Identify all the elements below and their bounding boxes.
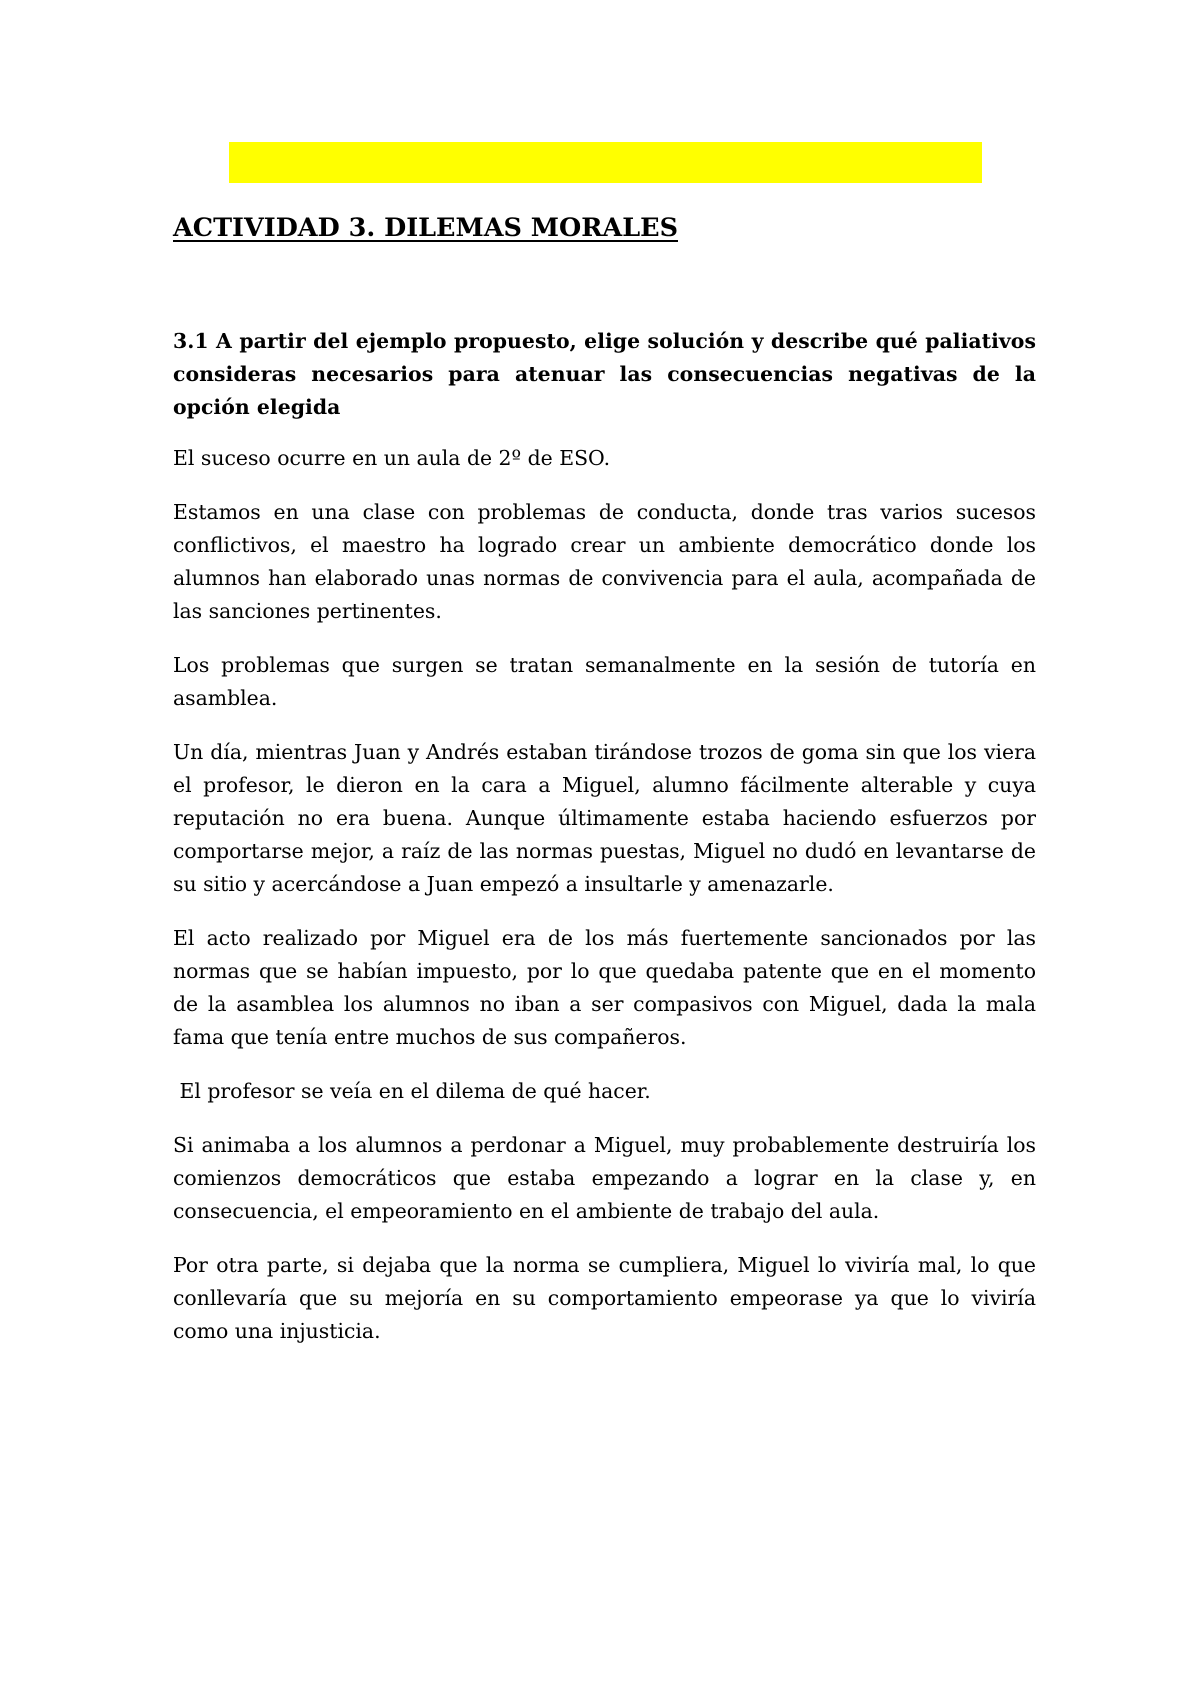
paragraph-2: Estamos en una clase con problemas de conducta, donde tras varios sucesos conflictivos, el maestro ha logrado crear un ambiente democrático donde los alumnos han elaborado unas normas de convivencia para el aula, acompañada de las sanciones pertinentes. <box>173 500 1036 623</box>
question-heading: 3.1 A partir del ejemplo propuesto, elige solución y describe qué paliativos consideras necesarios para atenuar las consecuencias negativas de la opción elegida <box>173 329 1036 419</box>
yellow-highlight-bar <box>229 142 982 183</box>
paragraph-6: El profesor se veía en el dilema de qué hacer. <box>173 1079 651 1103</box>
paragraph-3: Los problemas que surgen se tratan semanalmente en la sesión de tutoría en asamblea. <box>173 653 1036 710</box>
paragraph-4: Un día, mientras Juan y Andrés estaban tirándose trozos de goma sin que los viera el profesor, le dieron en la cara a Miguel, alumno fácilmente alterable y cuya reputación no era buena. Aunque últimamente estaba haciendo esfuerzos por comportarse mejor, a raíz de las normas puestas, Miguel no dudó en levantarse de su sitio y acercándose a Juan empezó a insultarle y amenazarle. <box>173 740 1036 896</box>
paragraph-5: El acto realizado por Miguel era de los más fuertemente sancionados por las normas que se habían impuesto, por lo que quedaba patente que en el momento de la asamblea los alumnos no iban a ser compasivos con Miguel, dada la mala fama que tenía entre muchos de sus compañeros. <box>173 926 1036 1049</box>
document-title: ACTIVIDAD 3. DILEMAS MORALES <box>173 213 678 243</box>
paragraph-8: Por otra parte, si dejaba que la norma se cumpliera, Miguel lo viviría mal, lo que conllevaría que su mejoría en su comportamiento empeorase ya que lo viviría como una injusticia. <box>173 1253 1036 1343</box>
paragraph-7: Si animaba a los alumnos a perdonar a Miguel, muy probablemente destruiría los comienzos democráticos que estaba empezando a lograr en la clase y, en consecuencia, el empeoramiento en el ambiente de trabajo del aula. <box>173 1133 1036 1223</box>
document-body <box>173 208 1036 1348</box>
paragraph-1: El suceso ocurre en un aula de 2º de ESO. <box>173 446 611 470</box>
